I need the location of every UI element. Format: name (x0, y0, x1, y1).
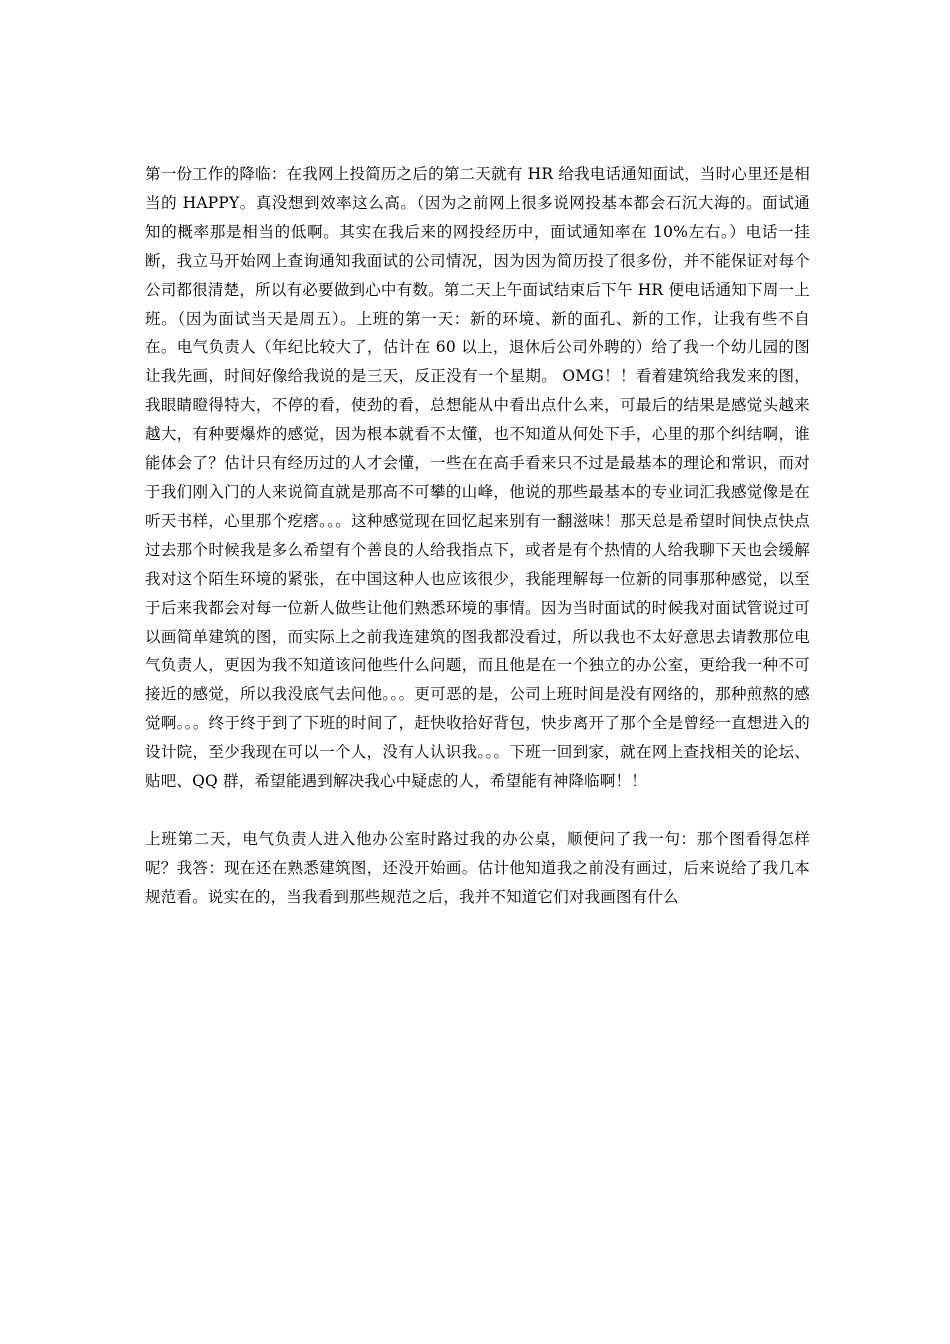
document-body (145, 160, 810, 912)
paragraph-first-job: 第一份工作的降临：在我网上投简历之后的第二天就有 HR 给我电话通知面试，当时心里还是相当的 HAPPY。真没想到效率这么高。（因为之前网上很多说网投基本都会石沉大海的。面试通知的概率那是相当的低啊。其实在我后来的网投经历中，面试通知率在 10%左右。）电话一挂断，我立马开始网上查询通知我面试的公司情况，因为因为简历投了很多份，并不能保证对每个公司都很清楚，所以有必要做到心中有数。第二天上午面试结束后下午 HR 便电话通知下周一上班。（因为面试当天是周五）。上班的第一天：新的环境、新的面孔、新的工作，让我有些不自在。电气负责人（年纪比较大了，估计在 60 以上，退休后公司外聘的）给了我一个幼儿园的图让我先画，时间好像给我说的是三天，反正没有一个星期。 OMG！！看着建筑给我发来的图，我眼睛瞪得特大，不停的看，使劲的看，总想能从中看出点什么来，可最后的结果是感觉头越来越大，有种要爆炸的感觉，因为根本就看不太懂，也不知道从何处下手，心里的那个纠结啊，谁能体会了？估计只有经历过的人才会懂，一些在在高手看来只不过是最基本的理论和常识，而对于我们刚入门的人来说简直就是那高不可攀的山峰，他说的那些最基本的专业词汇我感觉像是在听天书样，心里那个疙瘩。。。这种感觉现在回忆起来别有一翻滋味！那天总是希望时间快点快点过去那个时候我是多么希望有个善良的人给我指点下，或者是有个热情的人给我聊下天也会缓解我对这个陌生环境的紧张，在中国这种人也应该很少，我能理解每一位新的同事那种感觉，以至于后来我都会对每一位新人做些让他们熟悉环境的事情。因为当时面试的时候我对面试管说过可以画简单建筑的图，而实际上之前我连建筑的图我都没看过，所以我也不太好意思去请教那位电气负责人，更因为我不知道该问他些什么问题，而且他是在一个独立的办公室，更给我一种不可接近的感觉，所以我没底气去问他。。。更可恶的是，公司上班时间是没有网络的，那种煎熬的感觉啊。。。终于终于到了下班的时间了，赶快收拾好背包，快步离开了那个全是曾经一直想进入的设计院，至少我现在可以一个人，没有人认识我。。。下班一回到家，就在网上查找相关的论坛、贴吧、QQ 群，希望能遇到解决我心中疑虑的人，希望能有神降临啊！！ (145, 165, 810, 791)
paragraph-second-day: 上班第二天，电气负责人进入他办公室时路过我的办公桌，顺便问了我一句：那个图看得怎样呢？我答：现在还在熟悉建筑图，还没开始画。估计他知道我之前没有画过，后来说给了我几本规范看。说实在的，当我看到那些规范之后，我并不知道它们对我画图有什么 (145, 829, 810, 906)
